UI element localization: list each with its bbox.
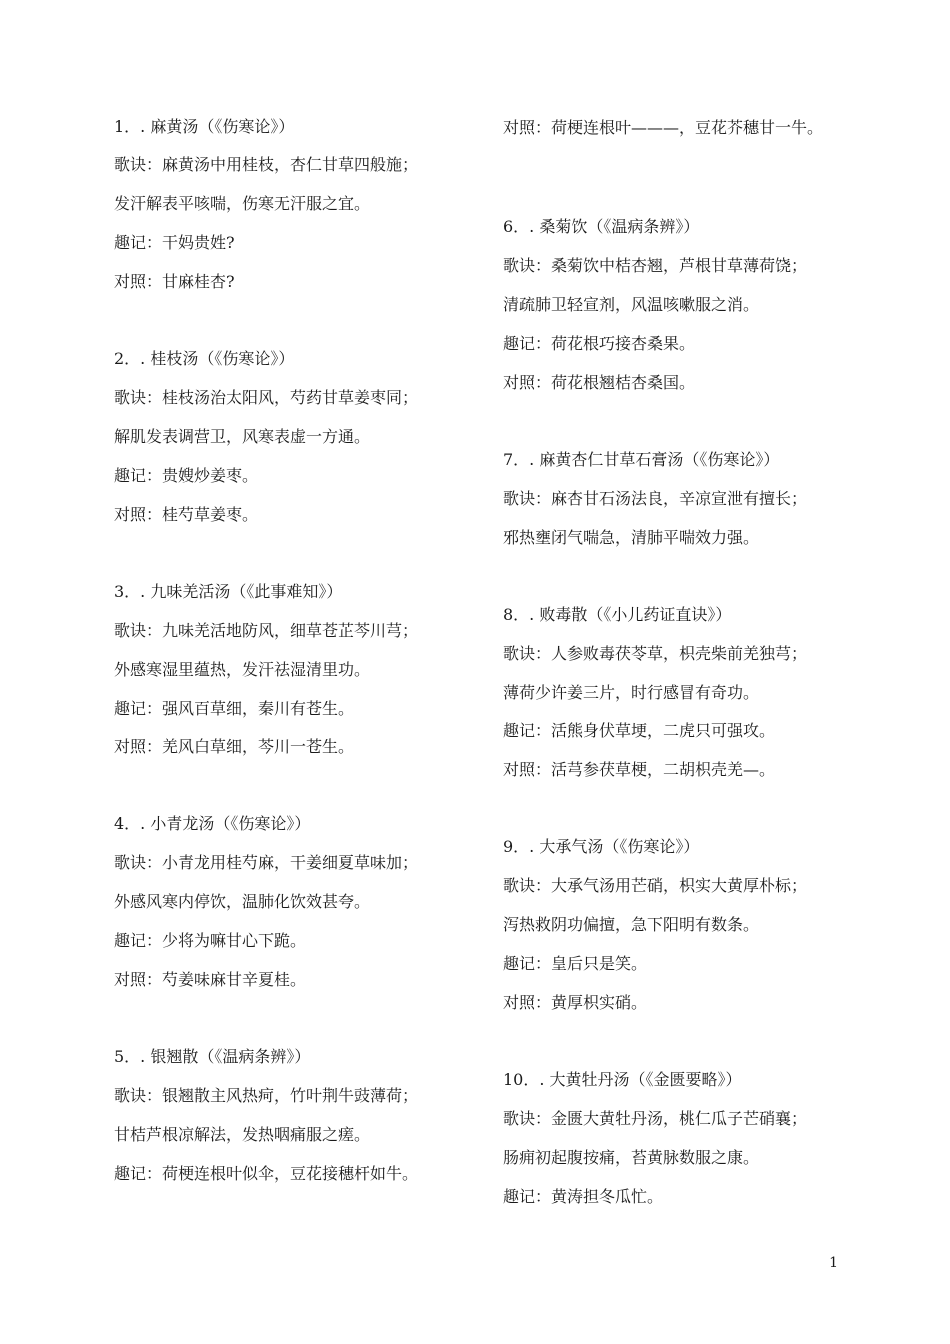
mnemonic-line: 趣记：黄涛担冬瓜忙。 [503,1187,664,1206]
comparison-line: 对照：羌风白草细，芩川一苍生。 [114,737,355,756]
verse-line: 歌诀：小青龙用桂芍麻，干姜细夏草味加； [114,853,419,872]
mnemonic-line: 趣记：干妈贵姓? [114,233,235,252]
verse-line: 歌诀：大承气汤用芒硝，枳实大黄厚朴标； [503,876,808,895]
page-number: 1 [829,1255,838,1271]
formula-title: 1．. 麻黄汤（《伤寒论》） [114,117,295,136]
verse-line: 薄荷少许姜三片，时行感冒有奇功。 [503,683,760,702]
formula-title: 4．. 小青龙汤（《伤寒论》） [114,814,311,833]
formula-title: 7．. 麻黄杏仁甘草石膏汤（《伤寒论》） [503,450,780,469]
mnemonic-line: 趣记：皇后只是笑。 [503,954,648,973]
formula-title: 9．. 大承气汤（《伤寒论》） [503,837,700,856]
verse-line: 肠痈初起腹按痛，苔黄脉数服之康。 [503,1148,760,1167]
verse-line: 歌诀：麻黄汤中用桂枝，杏仁甘草四般施； [114,155,419,174]
comparison-line: 对照：桂芍草姜枣。 [114,505,259,524]
verse-line: 歌诀：金匮大黄牡丹汤，桃仁瓜子芒硝襄； [503,1109,808,1128]
formula-title: 2．. 桂枝汤（《伤寒论》） [114,349,295,368]
verse-line: 泻热救阴功偏擅，急下阳明有数条。 [503,915,760,934]
verse-line: 清疏肺卫轻宣剂，风温咳嗽服之消。 [503,295,760,314]
verse-line: 歌诀：银翘散主风热疴，竹叶荆牛豉薄荷； [114,1086,419,1105]
comparison-line: 对照：黄厚枳实硝。 [503,993,648,1012]
mnemonic-line: 趣记：活熊身伏草埂，二虎只可强攻。 [503,721,776,740]
formula-title: 10．. 大黄牡丹汤（《金匮要略》） [503,1070,742,1089]
formula-title: 5．. 银翘散（《温病条辨》） [114,1047,311,1066]
mnemonic-line: 趣记：荷梗连根叶似伞，豆花接穗杆如牛。 [114,1164,419,1183]
verse-line: 外感寒湿里蕴热，发汗祛湿清里功。 [114,660,371,679]
verse-line: 解肌发表调营卫，风寒表虚一方通。 [114,427,371,446]
mnemonic-line: 趣记：贵嫂炒姜枣。 [114,466,259,485]
verse-line: 歌诀：桑菊饮中桔杏翘，芦根甘草薄荷饶； [503,256,808,275]
formula-title: 3．. 九味羌活汤（《此事难知》） [114,582,343,601]
mnemonic-line: 趣记：强风百草细，秦川有苍生。 [114,699,355,718]
comparison-line: 对照：甘麻桂杏? [114,272,235,291]
verse-line: 歌诀：麻杏甘石汤法良，辛凉宣泄有擅长； [503,489,808,508]
formula-title: 8．. 败毒散（《小儿药证直诀》） [503,605,732,624]
verse-line: 歌诀：人参败毒茯苓草，枳壳柴前羌独芎； [503,644,808,663]
formula-title: 6．. 桑菊饮（《温病条辨》） [503,217,700,236]
verse-line: 歌诀：九味羌活地防风，细草苍芷芩川芎； [114,621,419,640]
comparison-line: 对照：活芎参茯草梗，二胡枳壳羌—。 [503,760,776,779]
comparison-line: 对照：芍姜味麻甘辛夏桂。 [114,970,307,989]
verse-line: 邪热壅闭气喘急，清肺平喘效力强。 [503,528,760,547]
verse-line: 外感风寒内停饮，温肺化饮效甚夸。 [114,892,371,911]
comparison-line: 对照：荷梗连根叶———，豆花芥穗甘一牛。 [503,118,824,137]
comparison-line: 对照：荷花根翘桔杏桑国。 [503,373,696,392]
mnemonic-line: 趣记：少将为嘛甘心下跪。 [114,931,307,950]
verse-line: 甘桔芦根凉解法，发热咽痛服之瘥。 [114,1125,371,1144]
verse-line: 发汗解表平咳喘，伤寒无汗服之宜。 [114,194,371,213]
verse-line: 歌诀：桂枝汤治太阳风，芍药甘草姜枣同； [114,388,419,407]
mnemonic-line: 趣记：荷花根巧接杏桑果。 [503,334,696,353]
